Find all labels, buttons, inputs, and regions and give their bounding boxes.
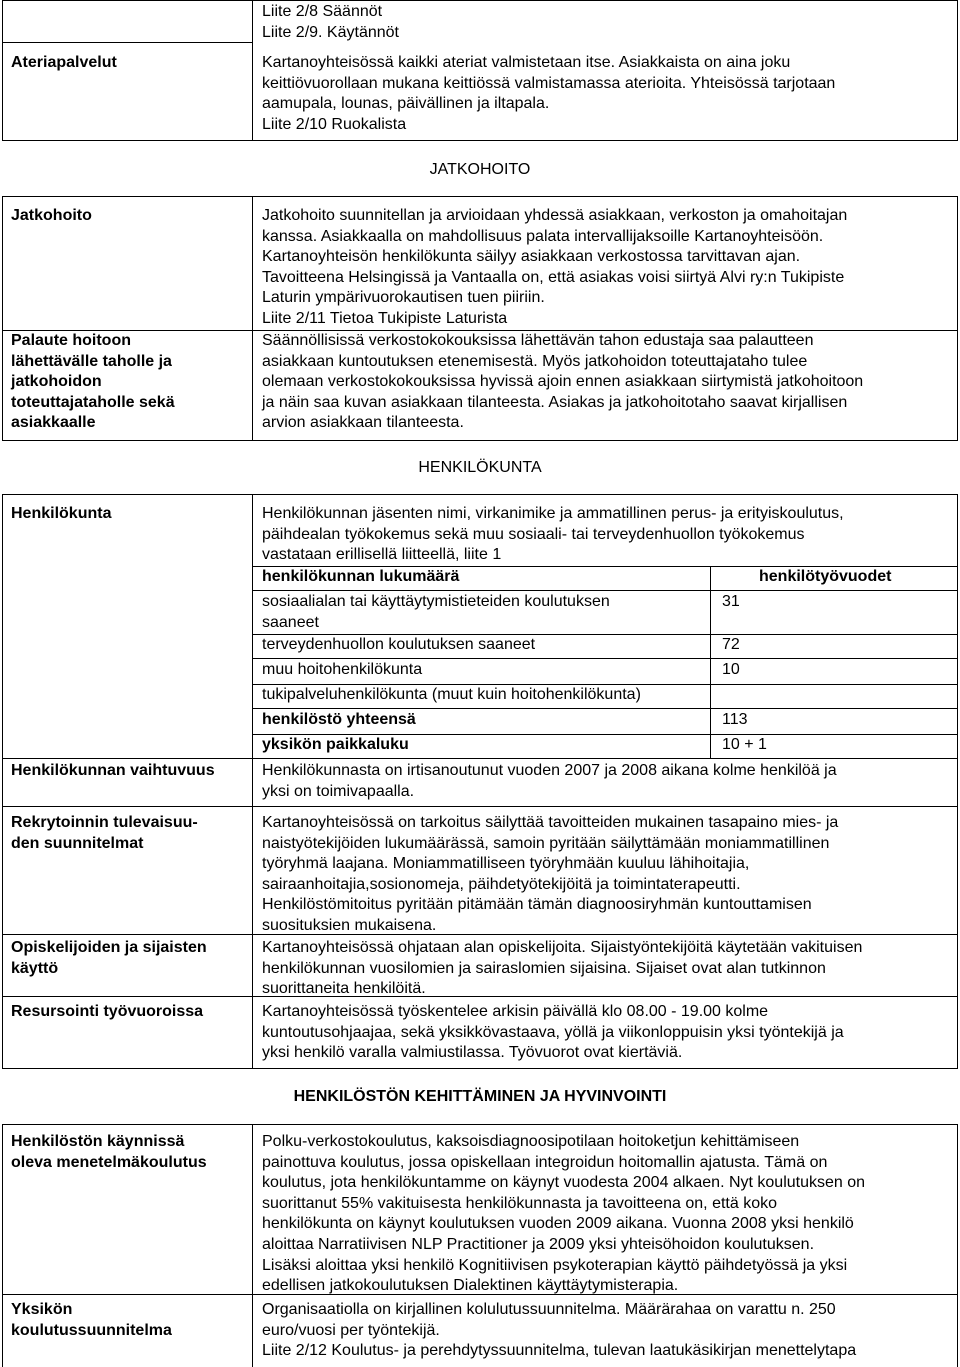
rule — [2, 1068, 958, 1069]
table-row — [262, 710, 952, 731]
palaute-text — [262, 331, 952, 434]
text-line: Henkilöstömitoitus pyritään pitämään tämän diagnoosiryhmän kuntouttamisen — [262, 896, 812, 914]
text-line: kanssa. Asiakkaalla on mahdollisuus palata intervallijaksoille Kartanoyhteisöön. — [262, 227, 824, 245]
kehittaminen-heading: HENKILÖSTÖN KEHITTÄMINEN JA HYVINVOINTI — [293, 1088, 667, 1105]
henkilokunta-label: Henkilökunta — [11, 505, 112, 522]
text-line: aloittaa Narratiivisen NLP Practitioner ja 2009 yksi yhteisöhoidon koulutuksen. — [262, 1235, 815, 1253]
table-row — [262, 592, 952, 634]
years-header: henkilötyövuodet — [759, 568, 892, 585]
ref-line: Liite 2/8 Säännöt — [262, 3, 383, 20]
row-value: 10 + 1 — [722, 736, 767, 753]
label-line: Rekrytoinnin tulevaisuu- — [11, 814, 198, 831]
table-row — [262, 635, 952, 656]
rule — [2, 42, 253, 43]
table-row — [262, 660, 952, 681]
row-label: henkilöstö yhteensä — [262, 711, 416, 728]
label-line: koulutussuunnitelma — [11, 1321, 172, 1339]
rekry-label — [11, 813, 247, 854]
text-line: suosituksien mukaisena. — [262, 916, 437, 934]
text-line: Liite 2/11 Tietoa Tukipiste Laturista — [262, 309, 508, 327]
rule — [2, 0, 3, 141]
resursointi-text — [262, 1002, 952, 1064]
opiskelijat-text — [262, 938, 952, 1000]
jatkohoito-heading: JATKOHOITO — [429, 161, 531, 178]
text-line: euro/vuosi per työntekijä. — [262, 1321, 440, 1339]
attachment-refs — [262, 2, 952, 43]
label-line: lähettävälle taholle ja — [11, 352, 172, 370]
table-row — [262, 735, 952, 756]
rule — [2, 196, 3, 441]
text-line: päihdealan työkokemus sekä muu sosiaali- tai terveydenhuollon työkokemus — [262, 525, 805, 543]
rule — [2, 758, 958, 759]
rule — [2, 494, 958, 495]
ateriapalvelut-label: Ateriapalvelut — [11, 54, 117, 71]
text-line: suorittanut 55% vakituisesta henkilökunnasta ja tavoitteena on, että koko — [262, 1194, 777, 1212]
rule — [2, 1124, 3, 1367]
staff-header-row — [262, 567, 952, 588]
text-line: vastataan erillisellä liitteellä, liite 1 — [262, 546, 502, 564]
text-line: Kartanoyhteisössä työskentelee arkisin päivällä klo 08.00 - 19.00 kolme — [262, 1003, 769, 1020]
text-line: henkilökunnan vuosilomien ja sairaslomien sijaisina. Sijaiset ovat alan tutkinnon — [262, 959, 826, 977]
rule — [2, 1124, 958, 1125]
rule — [2, 0, 958, 1]
text-line: Kartanoyhteisössä on tarkoitus säilyttää tavoitteiden mukainen tasapaino mies- ja — [262, 814, 839, 831]
ateriapalvelut-text — [262, 53, 952, 135]
text-line: Säännöllisissä verkostokokouksissa lähettävän tahon edustaja saa palautteen — [262, 332, 814, 349]
text-line: arvion asiakkaan tilanteesta. — [262, 414, 464, 432]
henkilokunta-intro — [262, 504, 952, 566]
text-line: Henkilökunnasta on irtisanoutunut vuoden 2007 ja 2008 aikana kolme henkilöä ja — [262, 762, 837, 779]
row-label: terveydenhuollon koulutuksen saaneet — [262, 636, 536, 653]
vaihtuvuus-text — [262, 761, 952, 802]
resursointi-label: Resursointi työvuoroissa — [11, 1003, 204, 1020]
rule — [252, 1124, 253, 1367]
text-line: Lisäksi aloittaa yksi henkilö Kognitiivisen psykoterapian käyttö päihdetyössä ja yksi — [262, 1256, 848, 1274]
label-line: toteuttajataholle sekä — [11, 393, 175, 411]
rule — [2, 494, 3, 1069]
text-line: Organisaatiolla on kirjallinen kolulutussuunnitelma. Määrärahaa on varattu n. 250 — [262, 1301, 836, 1318]
rule — [2, 196, 958, 197]
menetelmakoulutus-label — [11, 1132, 247, 1173]
ref-line: Liite 2/9. Käytännöt — [262, 23, 399, 41]
row-label-line: sosiaalialan tai käyttäytymistieteiden koulutuksen — [262, 593, 610, 610]
henkilokunta-heading: HENKILÖKUNTA — [418, 459, 542, 476]
rule — [252, 196, 253, 441]
text-line: aamupala, lounas, päivällinen ja iltapala. — [262, 95, 550, 113]
rule — [252, 494, 253, 1069]
row-value: 31 — [722, 593, 740, 610]
text-line: sairaanhoitajia,sosionomeja, päihdetyötekijöitä ja toimintaterapeutti. — [262, 875, 741, 893]
text-line: työryhmä laajana. Moniammatilliseen työryhmään kuuluu lähihoitajia, — [262, 855, 750, 873]
rule — [957, 196, 958, 441]
text-line: Liite 2/10 Ruokalista — [262, 115, 407, 133]
vaihtuvuus-label: Henkilökunnan vaihtuvuus — [11, 762, 215, 779]
rule — [252, 0, 253, 141]
text-line: ja näin saa kuvan asiakkaan tilanteesta. Asiakas ja jatkohoitotaho saavat kirjallisen — [262, 393, 848, 411]
text-line: olemaan verkostokokouksissa hyvissä ajoin ennen asiakkaan siirtymistä jatkohoitoon — [262, 373, 864, 391]
text-line: Liite 2/12 Koulutus- ja perehdytyssuunnitelma, tulevan laatukäsikirjan menettelytapa — [262, 1342, 857, 1360]
rule — [2, 140, 958, 141]
opiskelijat-label — [11, 938, 247, 979]
text-line: suorittaneita henkilöitä. — [262, 980, 426, 998]
jatkohoito-text — [262, 206, 952, 330]
text-line: koulutus, jota henkilökuntamme on käynyt vuodesta 2004 alkaen. Nyt koulutuksen on — [262, 1174, 866, 1192]
row-value: 113 — [722, 711, 748, 728]
rule — [252, 658, 957, 659]
label-line: den suunnitelmat — [11, 834, 144, 852]
text-line: Henkilökunnan jäsenten nimi, virkanimike ja ammatillinen perus- ja erityiskoulutus, — [262, 505, 844, 522]
row-label-line: saaneet — [262, 613, 319, 631]
text-line: henkilökunta on käynyt koulutuksen vuoden 2009 aikana. Vuonna 2008 yksi henkilö — [262, 1215, 854, 1233]
menetelmakoulutus-text — [262, 1132, 952, 1297]
count-header: henkilökunnan lukumäärä — [262, 568, 460, 585]
text-line: Tavoitteena Helsingissä ja Vantaalla on, että asiakas voisi siirtyä Alvi ry:n Tukipiste — [262, 268, 845, 286]
row-value: 72 — [722, 636, 740, 653]
rule — [252, 708, 957, 709]
label-line: Opiskelijoiden ja sijaisten — [11, 939, 207, 956]
koulutussuunnitelma-text — [262, 1300, 952, 1362]
text-line: Kartanoyhteisön henkilökunta säilyy asiakkaan verkostossa tarvittavan ajan. — [262, 248, 801, 266]
row-label: yksikön paikkaluku — [262, 736, 409, 753]
rule — [252, 590, 957, 591]
rule — [2, 440, 958, 441]
table-row — [262, 685, 952, 706]
text-line: yksi henkilö varalla valmiustilassa. Työvuorot ovat kiertäviä. — [262, 1044, 683, 1062]
row-label: tukipalveluhenkilökunta (muut kuin hoitohenkilökunta) — [262, 686, 641, 703]
palaute-label — [11, 331, 247, 434]
label-line: Yksikön — [11, 1301, 73, 1318]
text-line: keittiövuorollaan mukana keittiössä valmistamassa aterioita. Yhteisössä tarjotaan — [262, 74, 836, 92]
koulutussuunnitelma-label — [11, 1300, 247, 1341]
row-value: 10 — [722, 661, 740, 678]
text-line: kuntoutusohjaajaa, sekä yksikkövastaava, yöllä ja viikonloppuisin yksi työntekijä ja — [262, 1023, 844, 1041]
text-line: painottuva koulutus, jossa opiskellaan integroidun hoitomallin ajatusta. Tämä on — [262, 1153, 828, 1171]
label-line: Henkilöstön käynnissä — [11, 1133, 185, 1150]
label-line: Palaute hoitoon — [11, 332, 131, 349]
text-line: Kartanoyhteisössä ohjataan alan opiskelijoita. Sijaistyöntekijöitä käytetään vakituisen — [262, 939, 863, 956]
rule — [957, 0, 958, 141]
text-line: Laturin ympärivuorokautisen tuen piiriin. — [262, 289, 545, 307]
rule — [957, 494, 958, 1069]
text-line: Jatkohoito suunnitellan ja arvioidaan yhdessä asiakkaan, verkoston ja omahoitajan — [262, 207, 848, 224]
label-line: käyttö — [11, 959, 59, 977]
label-line: jatkohoidon — [11, 373, 102, 391]
text-line: Polku-verkostokoulutus, kaksoisdiagnoosipotilaan hoitoketjun kehittämiseen — [262, 1133, 800, 1150]
row-label: muu hoitohenkilökunta — [262, 661, 423, 678]
text-line: Kartanoyhteisössä kaikki ateriat valmistetaan itse. Asiakkaista on aina joku — [262, 54, 791, 71]
text-line: yksi on toimivapaalla. — [262, 782, 415, 800]
rekry-text — [262, 813, 952, 937]
jatkohoito-label: Jatkohoito — [11, 207, 92, 224]
rule — [2, 806, 958, 807]
row-label — [262, 592, 610, 633]
text-line: naistyötekijöiden lukumäärässä, samoin pyritään säilyttämään moniammatillinen — [262, 834, 830, 852]
rule — [957, 1124, 958, 1367]
text-line: asiakkaan kuntoutuksen etenemisestä. Myös jatkohoidon toteuttajataho tulee — [262, 352, 808, 370]
text-line: edellisen jatkokoulutuksen Dialektinen käyttäytymisterapia. — [262, 1277, 679, 1295]
label-line: asiakkaalle — [11, 414, 96, 432]
label-line: oleva menetelmäkoulutus — [11, 1153, 207, 1171]
